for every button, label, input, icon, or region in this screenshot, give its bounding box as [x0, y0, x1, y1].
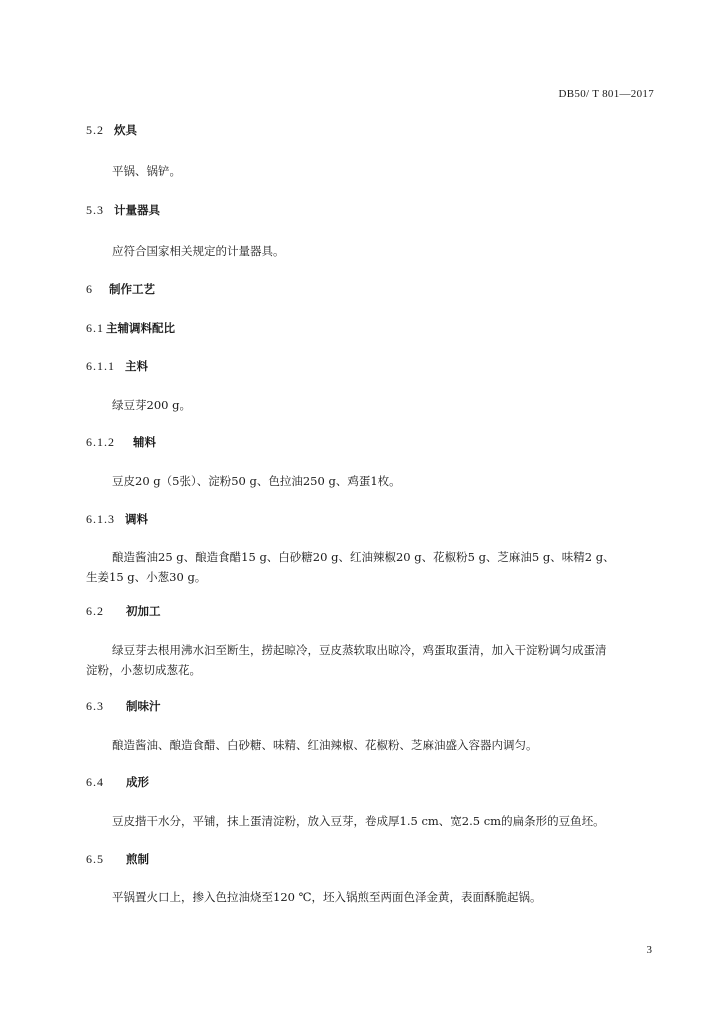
section-heading-6-1-2: [86, 434, 654, 450]
section-number: 6: [86, 282, 93, 296]
section-title: 调料: [125, 512, 148, 526]
section-title: 成形: [126, 775, 149, 789]
section-heading-6-2: [86, 603, 654, 619]
section-heading-6-1-3: [86, 511, 654, 527]
paragraph-6-5: 平锅置火口上，掺入色拉油烧至120 ℃，坯入锅煎至两面色泽金黄，表面酥脆起锅。: [112, 890, 542, 904]
paragraph-5-2: 平锅、锅铲。: [112, 164, 181, 178]
paragraph-6-2-line1: 绿豆芽去根用沸水汩至断生，捞起晾冷，豆皮蒸软取出晾冷，鸡蛋取蛋清，加入干淀粉调匀成蛋清: [112, 643, 607, 657]
section-heading-5-2: [86, 122, 654, 138]
section-number: 6.4: [86, 775, 104, 789]
section-title: 主料: [125, 359, 148, 373]
section-number: 6.1.2: [86, 435, 115, 449]
section-number: 6.5: [86, 852, 104, 866]
section-title: 炊具: [114, 123, 137, 137]
section-number: 6.1.1: [86, 359, 115, 373]
paragraph-6-1-2: 豆皮20 g（5张）、淀粉50 g、色拉油250 g、鸡蛋1枚。: [112, 474, 401, 488]
paragraph-6-1-3-line1: 酿造酱油25 g、酿造食醋15 g、白砂糖20 g、红油辣椒20 g、花椒粉5 g、芝麻油5 g、味精2 g、: [112, 550, 615, 564]
section-number: 5.2: [86, 123, 104, 137]
section-heading-5-3: [86, 202, 654, 218]
section-number: 6.1: [86, 321, 104, 335]
section-title: 辅料: [133, 435, 156, 449]
section-number: 6.1.3: [86, 512, 115, 526]
section-title: 制味汁: [126, 699, 161, 713]
paragraph-5-3: 应符合国家相关规定的计量器具。: [112, 244, 285, 258]
section-heading-6: [86, 281, 654, 297]
paragraph-6-1-1: 绿豆芽200 g。: [112, 398, 191, 412]
paragraph-6-4: 豆皮揩干水分，平铺，抹上蛋清淀粉，放入豆芽，卷成厚1.5 cm、宽2.5 cm的扁条形的豆鱼坯。: [112, 814, 605, 828]
section-title: 主辅调料配比: [106, 321, 175, 335]
page-number: 3: [646, 944, 652, 956]
section-heading-6-1-1: [86, 358, 654, 374]
paragraph-6-1-3-line2: 生姜15 g、小葱30 g。: [86, 570, 207, 584]
section-heading-6-5: [86, 851, 654, 867]
section-number: 6.2: [86, 604, 104, 618]
section-title: 初加工: [126, 604, 161, 618]
section-heading-6-3: [86, 698, 654, 714]
standard-code: DB50/ T 801—2017: [558, 88, 654, 100]
section-title: 计量器具: [114, 203, 160, 217]
section-title: 煎制: [126, 852, 149, 866]
section-title: 制作工艺: [109, 282, 155, 296]
section-heading-6-1: [86, 320, 654, 336]
section-heading-6-4: [86, 774, 654, 790]
paragraph-6-2-line2: 淀粉，小葱切成葱花。: [86, 663, 201, 677]
paragraph-6-3: 酿造酱油、酿造食醋、白砂糖、味精、红油辣椒、花椒粉、芝麻油盛入容器内调匀。: [112, 738, 538, 752]
section-number: 6.3: [86, 699, 104, 713]
section-number: 5.3: [86, 203, 104, 217]
